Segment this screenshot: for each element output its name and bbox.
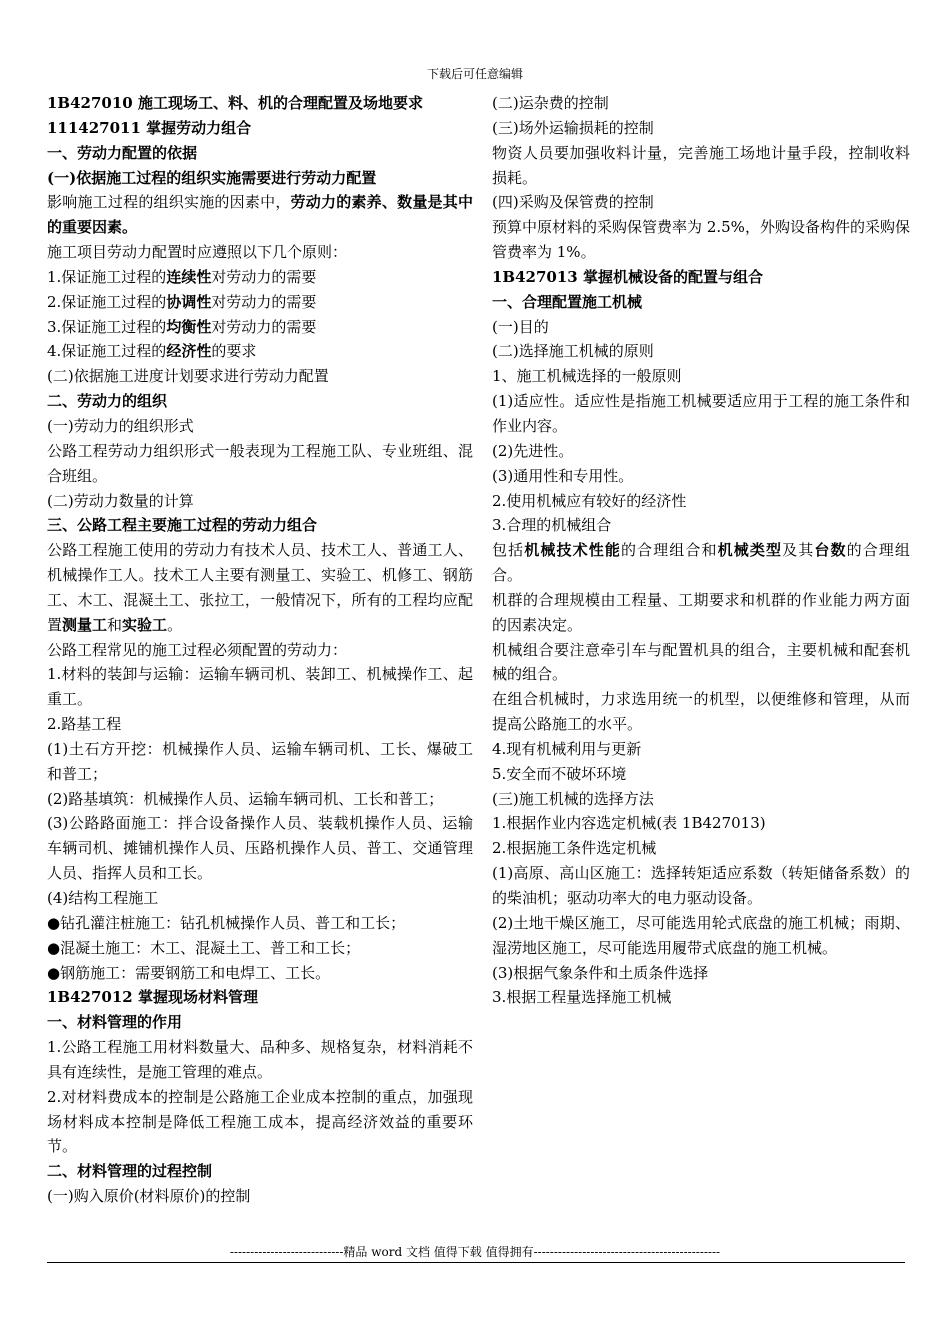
text-run: (三)场外运输损耗的控制 (492, 118, 654, 137)
paragraph (492, 538, 910, 588)
paragraph (492, 787, 910, 812)
paragraph (492, 215, 910, 265)
paragraph (47, 190, 473, 240)
text-run: (四)采购及保管费的控制 (492, 193, 654, 212)
paragraph (47, 315, 473, 340)
text-run: 1、施工机械选择的一般原则 (492, 367, 682, 386)
section-heading: 三、公路工程主要施工过程的劳动力组合 (47, 516, 318, 535)
text-run: (一)目的 (492, 317, 549, 336)
paragraph (492, 439, 910, 464)
text-run: 机群的合理规模由工程量、工期要求和机群的作业能力两方面的因素决定。 (492, 590, 910, 634)
text-run: 5.安全而不破坏环境 (492, 764, 627, 783)
text-run: 4.保证施工过程的 (47, 342, 167, 361)
text-run: 对劳动力的需要 (211, 267, 317, 286)
paragraph (47, 364, 473, 389)
paragraph (47, 712, 473, 737)
paragraph (492, 911, 910, 961)
text-run: (一)购入原价(材料原价)的控制 (47, 1187, 251, 1206)
text-run: 1.材料的装卸与运输：运输车辆司机、装卸工、机械操作工、起重工。 (47, 665, 473, 709)
section-heading: 二、材料管理的过程控制 (47, 1162, 213, 1181)
paragraph (47, 787, 473, 812)
page-header-note: 下载后可任意编辑 (426, 67, 523, 81)
paragraph (492, 141, 910, 191)
paragraph (492, 737, 910, 762)
paragraph (47, 638, 473, 663)
text-run: 2.对材料费成本的控制是公路施工企业成本控制的重点，加强现场材料成本控制是降低工程施工成本，提高经济效益的重要环节。 (47, 1087, 473, 1156)
paragraph (47, 886, 473, 911)
paragraph (492, 638, 910, 688)
section-heading: 二、劳动力的组织 (47, 392, 168, 411)
text-run: (三)施工机械的选择方法 (492, 789, 654, 808)
text-run: 3.根据工程量选择施工机械 (492, 988, 672, 1007)
section-heading: 111427011 掌握劳动力组合 (47, 118, 252, 137)
paragraph (492, 861, 910, 911)
emphasis-text: 协调性 (166, 292, 212, 311)
text-run: 机械组合要注意牵引车与配置机具的组合，主要机械和配套机械的组合。 (492, 640, 910, 684)
paragraph (492, 961, 910, 986)
paragraph (47, 911, 473, 936)
section-heading: 1B427013 掌握机械设备的配置与组合 (492, 267, 763, 286)
paragraph (492, 687, 910, 737)
paragraph (47, 936, 473, 961)
section-heading: 1B427010 施工现场工、料、机的合理配置及场地要求 (47, 94, 423, 112)
section-heading: 1B427012 掌握现场材料管理 (47, 988, 258, 1007)
paragraph (492, 985, 910, 1010)
emphasis-text: 均衡性 (166, 317, 212, 336)
paragraph (47, 662, 473, 712)
text-run: (3)根据气象条件和土质条件选择 (492, 963, 709, 982)
left-column (47, 91, 473, 1209)
text-run: 的要求 (211, 342, 257, 361)
paragraph (47, 961, 473, 986)
text-run: 在组合机械时，力求选用统一的机型，以便维修和管理，从而提高公路施工的水平。 (492, 690, 910, 734)
paragraph (492, 91, 910, 116)
text-run: (一)劳动力的组织形式 (47, 416, 194, 435)
section-heading: 一、材料管理的作用 (47, 1013, 183, 1032)
text-run: 公路工程施工使用的劳动力有技术人员、技术工人、普通工人、机械操作工人。技术工人主要有测量工、实验工、机修工、钢筋工、木工、混凝土工、张拉工，一般情况下，所有的工程均应配置 (47, 541, 473, 634)
paragraph (492, 464, 910, 489)
text-run: 包括 (492, 541, 525, 560)
paragraph (47, 439, 473, 489)
text-run: 及其 (782, 541, 815, 560)
paragraph (47, 1085, 473, 1160)
paragraph (47, 1035, 473, 1085)
section-heading: 一、合理配置施工机械 (492, 292, 643, 311)
text-run: 公路工程常见的施工过程必须配置的劳动力： (47, 640, 348, 659)
text-run: ●钢筋施工：需要钢筋工和电焊工、工长。 (47, 963, 331, 982)
text-run: 2.保证施工过程的 (47, 292, 167, 311)
paragraph (492, 836, 910, 861)
text-run: (3)公路路面施工：拌合设备操作人员、装载机操作人员、运输车辆司机、摊铺机操作人员、压路机操作人员、普工、交通管理人员、指挥人员和工长。 (47, 814, 473, 883)
text-run: (3)通用性和专用性。 (492, 466, 634, 485)
emphasis-text: 机械技术性能 (524, 541, 621, 560)
paragraph (492, 762, 910, 787)
text-run: 对劳动力的需要 (211, 317, 317, 336)
paragraph (47, 339, 473, 364)
paragraph (492, 315, 910, 340)
paragraph (47, 811, 473, 886)
emphasis-text: 测量工 (62, 615, 108, 634)
text-run: (二)运杂费的控制 (492, 94, 609, 112)
paragraph (492, 489, 910, 514)
text-run: (二)劳动力数量的计算 (47, 491, 194, 510)
text-run: 3.合理的机械组合 (492, 516, 612, 535)
section-heading: 一、劳动力配置的依据 (47, 143, 198, 162)
emphasis-text: 连续性 (166, 267, 212, 286)
emphasis-text: 台数 (814, 541, 847, 560)
paragraph (492, 811, 910, 836)
paragraph (492, 116, 910, 141)
text-run: 的合理组合和 (620, 541, 718, 560)
text-run: (二)选择施工机械的原则 (492, 342, 654, 361)
paragraph (47, 489, 473, 514)
paragraph (47, 538, 473, 637)
text-run: 1.保证施工过程的 (47, 267, 167, 286)
emphasis-text: 经济性 (166, 342, 212, 361)
text-run: 3.保证施工过程的 (47, 317, 167, 336)
text-run: (1)适应性。适应性是指施工机械要适应用于工程的施工条件和作业内容。 (492, 392, 910, 435)
page-footer-note: ----------------------------精品 word 文档 值得下载 值得拥有---------------------------------------------- (229, 1245, 721, 1259)
emphasis-text: 机械类型 (717, 541, 783, 560)
section-heading: (一)依据施工过程的组织实施需要进行劳动力配置 (47, 168, 377, 187)
text-run: 的合理组合。 (492, 541, 910, 585)
paragraph (47, 240, 473, 265)
text-run: (2)路基填筑：机械操作人员、运输车辆司机、工长和普工； (47, 789, 444, 808)
text-run: 对劳动力的需要 (211, 292, 317, 311)
text-run: 4.现有机械利用与更新 (492, 739, 642, 758)
emphasis-text: 实验工 (122, 615, 168, 634)
text-run: (4)结构工程施工 (47, 889, 159, 907)
paragraph (47, 737, 473, 787)
text-run: 公路工程劳动力组织形式一般表现为工程施工队、专业班组、混合班组。 (47, 441, 473, 485)
text-run: (2)先进性。 (492, 441, 574, 460)
text-run: 影响施工过程的组织实施的因素中， (47, 193, 291, 212)
text-run: ●混凝土施工：木工、混凝土工、普工和工长； (47, 938, 361, 957)
text-run: 。 (167, 615, 183, 634)
text-run: 和 (107, 615, 123, 634)
text-run: (1)高原、高山区施工：选择转矩适应系数（转矩储备系数）的的柴油机；驱动功率大的电力驱动设备。 (492, 864, 910, 907)
text-run: (1)土石方开挖：机械操作人员、运输车辆司机、工长、爆破工和普工； (47, 739, 473, 783)
text-run: 预算中原材料的采购保管费率为 2.5%，外购设备构件的采购保管费率为 1%。 (492, 218, 910, 262)
paragraph (492, 389, 910, 439)
paragraph (492, 190, 910, 215)
text-run: 2.使用机械应有较好的经济性 (492, 491, 687, 510)
paragraph (47, 1184, 473, 1209)
emphasis-text: 劳动力的素养、数量是其中的重要因素。 (47, 193, 473, 237)
paragraph (492, 513, 910, 538)
paragraph (492, 588, 910, 638)
right-column (492, 91, 910, 1010)
footer-divider (47, 1262, 905, 1263)
text-run: 2.路基工程 (47, 715, 122, 734)
text-run: 1.根据作业内容选定机械(表 1B427013) (492, 814, 766, 833)
text-run: 1.公路工程施工用材料数量大、品种多、规格复杂，材料消耗不具有连续性，是施工管理的难点。 (47, 1038, 473, 1081)
paragraph (47, 290, 473, 315)
paragraph (492, 339, 910, 364)
text-run: (二)依据施工进度计划要求进行劳动力配置 (47, 367, 329, 386)
paragraph (47, 265, 473, 290)
text-run: ●钻孔灌注桩施工：钻孔机械操作人员、普工和工长； (47, 913, 406, 932)
text-run: 施工项目劳动力配置时应遵照以下几个原则： (47, 243, 348, 262)
text-run: 物资人员要加强收料计量，完善施工场地计量手段，控制收料损耗。 (492, 143, 910, 187)
text-run: (2)土地干燥区施工，尽可能选用轮式底盘的施工机械；雨期、湿涝地区施工，尽可能选用履带式底盘的施工机械。 (492, 913, 910, 957)
paragraph (47, 414, 473, 439)
paragraph (492, 364, 910, 389)
text-run: 2.根据施工条件选定机械 (492, 839, 657, 858)
